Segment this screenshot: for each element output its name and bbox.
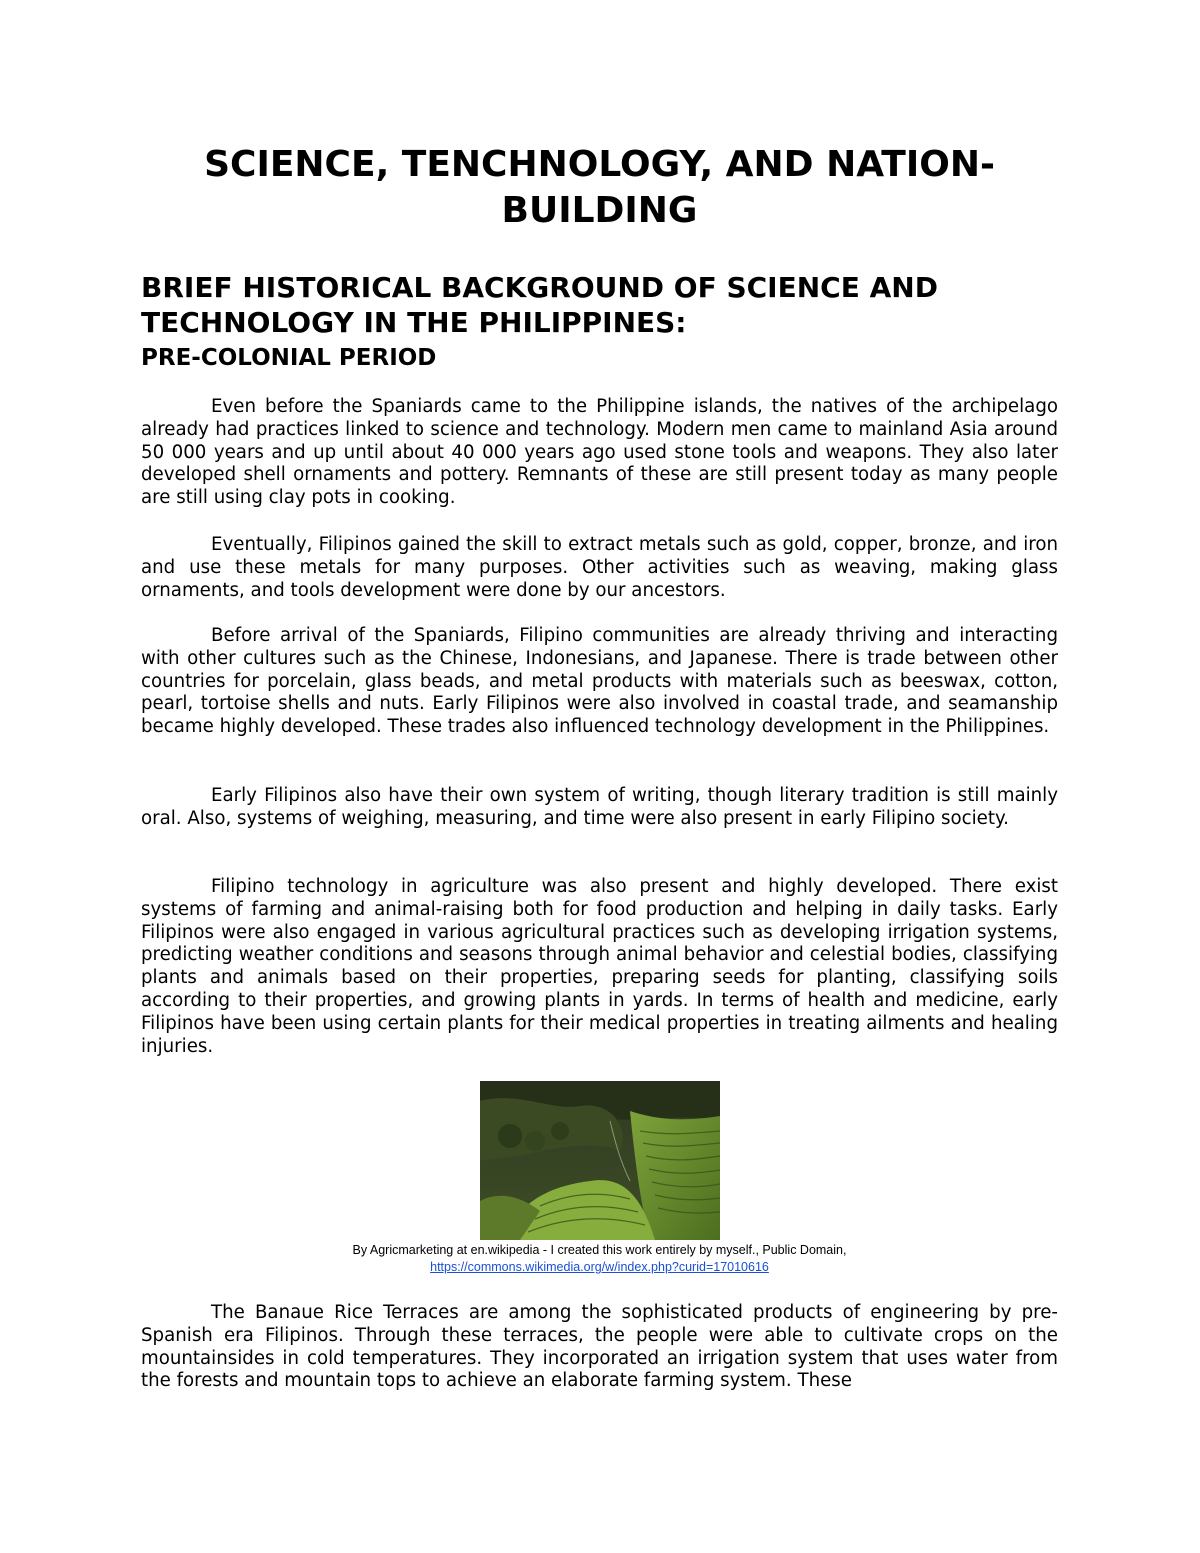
- paragraph-banaue: The Banaue Rice Terraces are among the sophisticated products of engineering by pre-Spanish era Filipinos. Through these terraces, the people were able to cultivate crops on the mountainsides in cold temperatures. They incorporated an irrigation system that uses water from the forests and mountain tops to achieve an elaborate farming system. These: [141, 1302, 1058, 1392]
- rice-terraces-photo: [480, 1081, 720, 1240]
- section-heading: BRIEF HISTORICAL BACKGROUND OF SCIENCE AND TECHNOLOGY IN THE PHILIPPINES:: [141, 271, 938, 339]
- sub-heading: PRE-COLONIAL PERIOD: [141, 345, 437, 371]
- paragraph-metals: Eventually, Filipinos gained the skill to extract metals such as gold, copper, bronze, and iron and use these metals for many purposes. Other activities such as weaving, making glass ornaments, and tools development were done by our ancestors.: [141, 534, 1058, 601]
- figure-caption: [141, 1242, 1058, 1276]
- caption-attribution: By Agricmarketing at en.wikipedia - I created this work entirely by myself., Public Domain,: [352, 1243, 847, 1257]
- caption-source-link[interactable]: https://commons.wikimedia.org/w/index.php?curid=17010616: [430, 1260, 769, 1274]
- paragraph-stone-tools: Even before the Spaniards came to the Philippine islands, the natives of the archipelago already had practices linked to science and technology. Modern men came to mainland Asia around 50 000 years and up until about 40 000 years ago used stone tools and weapons. They also later developed shell ornaments and pottery. Remnants of these are still present today as many people are still using clay pots in cooking.: [141, 396, 1058, 509]
- paragraph-agriculture: Filipino technology in agriculture was also present and highly developed. There exist systems of farming and animal-raising both for food production and helping in daily tasks. Early Filipinos were also engaged in various agricultural practices such as developing irrigation systems, predicting weather conditions and seasons through animal behavior and celestial bodies, classifying plants and animals based on their properties, preparing seeds for planting, classifying soils according to their properties, and growing plants in yards. In terms of health and medicine, early Filipinos have been using certain plants for their medical properties in treating ailments and healing injuries.: [141, 876, 1058, 1057]
- paragraph-writing: Early Filipinos also have their own system of writing, though literary tradition is still mainly oral. Also, systems of weighing, measuring, and time were also present in early Filipino society.: [141, 785, 1058, 829]
- paragraph-trade: Before arrival of the Spaniards, Filipino communities are already thriving and interacting with other cultures such as the Chinese, Indonesians, and Japanese. There is trade between other countries for porcelain, glass beads, and metal products with materials such as beeswax, cotton, pearl, tortoise shells and nuts. Early Filipinos were also involved in coastal trade, and seamanship became highly developed. These trades also influenced technology development in the Philippines.: [141, 625, 1058, 738]
- document-title: SCIENCE, TENCHNOLOGY, AND NATION-BUILDING: [204, 144, 995, 231]
